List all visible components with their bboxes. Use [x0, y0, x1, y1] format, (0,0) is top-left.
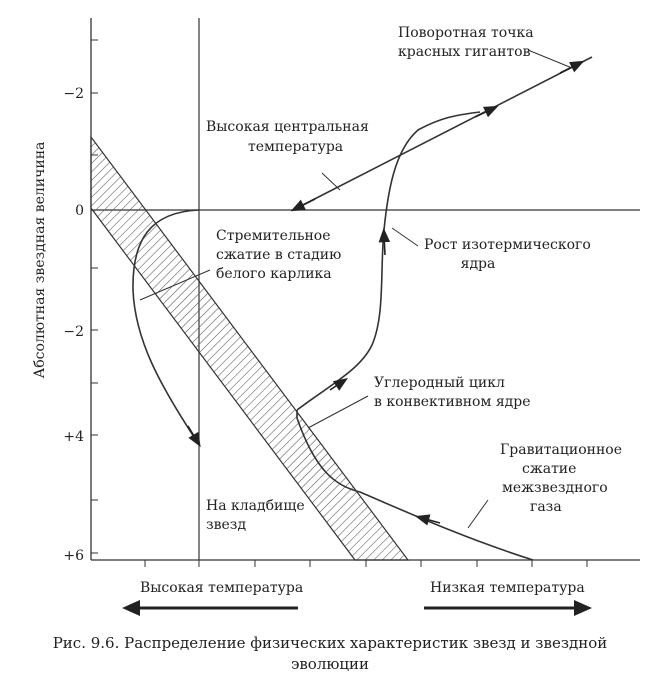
annotation-line: Высокая центральная [206, 119, 369, 135]
figure-caption-line1: Рис. 9.6. Распределение физических характеристик звезд и звездной [52, 634, 608, 652]
annotation-line: сжатие [522, 461, 577, 477]
x-axis-ticks [145, 560, 587, 567]
annotation-high-core-temp [206, 119, 369, 155]
y-tick-label: +4 [63, 429, 84, 445]
high-temperature-label: Высокая температура [140, 580, 304, 596]
y-tick-label: −2 [63, 324, 84, 340]
track-arrow-isothermal [384, 235, 385, 255]
annotation-turning-point [398, 25, 534, 60]
annotation-line: Углеродный цикл [374, 375, 505, 391]
annotation-line: ядра [460, 256, 496, 272]
annotation-isothermal-core [424, 237, 591, 272]
y-tick-label: −2 [63, 86, 84, 102]
annotation-line: сжатие в стадию [216, 247, 342, 263]
y-tick-labels [63, 86, 84, 564]
annotation-line: белого карлика [216, 266, 332, 282]
annotation-gravitational [500, 442, 622, 515]
high-temperature-arrowhead [122, 600, 140, 616]
y-axis-label: Абсолютная звездная величина [32, 141, 48, 379]
y-tick-label: +6 [63, 548, 84, 564]
y-axis-ticks [91, 40, 98, 553]
annotation-line: в конвективном ядре [374, 394, 531, 410]
annotation-carbon-cycle [374, 375, 531, 410]
annotation-line: межзвездного [502, 480, 608, 496]
annotation-line: звезд [206, 517, 247, 533]
low-temperature-arrowhead [574, 600, 592, 616]
figure-caption-line2: эволюции [290, 655, 370, 673]
main-sequence-band [91, 137, 408, 560]
annotation-line: Гравитационное [500, 442, 623, 458]
annotation-line: красных гигантов [398, 44, 531, 60]
annotation-line: На кладбище [206, 498, 305, 514]
annotation-line: Рост изотермического [424, 237, 591, 253]
track-arrow-white-dwarf [188, 426, 197, 441]
annotation-line: Стремительное [216, 228, 331, 244]
track-arrow-core-temp [297, 199, 315, 208]
annotation-line: газа [530, 499, 562, 515]
y-tick-label: 0 [75, 203, 84, 219]
low-temperature-label: Низкая температура [430, 580, 585, 596]
annotation-rapid-contraction [216, 228, 341, 282]
annotation-graveyard [206, 498, 305, 533]
annotation-line: температура [248, 139, 344, 155]
track-arrow-turning [560, 64, 578, 73]
annotation-line: Поворотная точка [398, 25, 534, 41]
